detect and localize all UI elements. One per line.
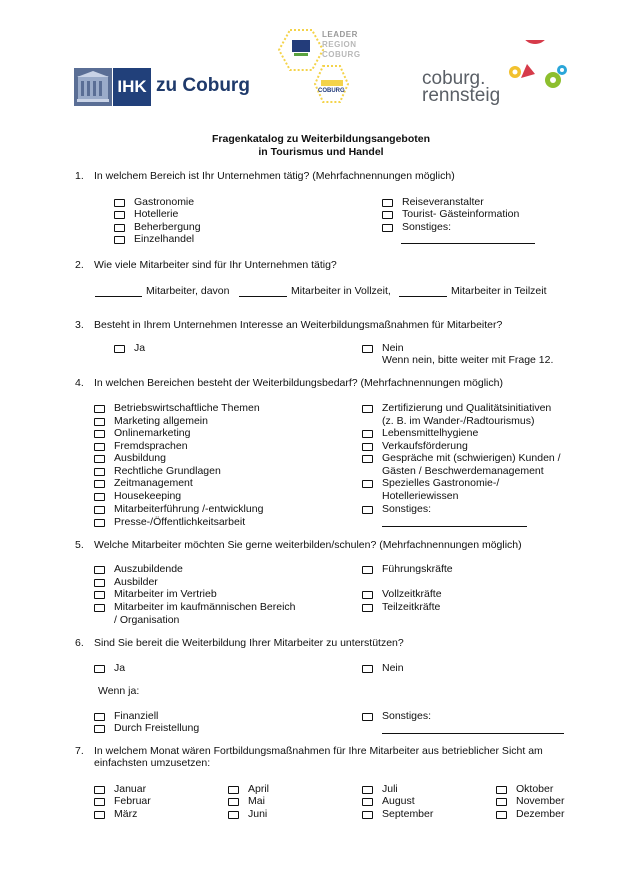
- q2-part1: Mitarbeiter, davon: [146, 285, 230, 297]
- document-title-line2: in Tourismus und Handel: [258, 146, 384, 158]
- checkbox[interactable]: [114, 345, 125, 353]
- checkbox[interactable]: [382, 211, 393, 219]
- checkbox[interactable]: [94, 665, 105, 673]
- option-label: Teilzeitkräfte: [382, 601, 441, 613]
- checkbox[interactable]: [114, 236, 125, 244]
- option-label: Führungskräfte: [382, 563, 453, 575]
- checkbox[interactable]: [114, 224, 125, 232]
- option-label-cont: Gästen / Beschwerdemanagement: [382, 465, 544, 477]
- q7-question-line1: In welchem Monat wären Fortbildungsmaßnahmen für Ihre Mitarbeiter aus betrieblicher Sicht am: [94, 745, 543, 757]
- option-label: Housekeeping: [114, 490, 182, 502]
- checkbox[interactable]: [362, 506, 373, 514]
- option-label: Ja: [114, 662, 126, 674]
- option-label: Nein: [382, 662, 404, 674]
- month-label: Mai: [248, 795, 265, 807]
- option-label: Mitarbeiter im kaufmännischen Bereich: [114, 601, 296, 613]
- q6-sonstiges-line[interactable]: [382, 733, 564, 734]
- q1-number: 1.: [75, 170, 84, 182]
- checkbox[interactable]: [228, 798, 239, 806]
- ihk-building-icon: [74, 68, 112, 106]
- document-title-line1: Fragenkatalog zu Weiterbildungsangeboten: [212, 133, 430, 145]
- coburg-wordmark: coburg.: [422, 68, 486, 89]
- q3-number: 3.: [75, 319, 84, 331]
- checkbox[interactable]: [496, 798, 507, 806]
- option-label-cont: Hotelleriewissen: [382, 490, 459, 502]
- q2-total-field[interactable]: [95, 296, 142, 297]
- q2-number: 2.: [75, 259, 84, 271]
- option-label: Betriebswirtschaftliche Themen: [114, 402, 260, 414]
- option-label: Onlinemarketing: [114, 427, 191, 439]
- option-label: Auszubildende: [114, 563, 183, 575]
- month-label: August: [382, 795, 415, 807]
- option-label: Ja: [134, 342, 146, 354]
- checkbox[interactable]: [94, 493, 105, 501]
- option-label: Vollzeitkräfte: [382, 588, 442, 600]
- q2-question: Wie viele Mitarbeiter sind für Ihr Unternehmen tätig?: [94, 259, 337, 271]
- month-label: November: [516, 795, 565, 807]
- q4-number: 4.: [75, 377, 84, 389]
- checkbox[interactable]: [362, 405, 373, 413]
- q5-question: Welche Mitarbeiter möchten Sie gerne weiterbilden/schulen? (Mehrfachnennungen möglich): [94, 539, 522, 551]
- checkbox[interactable]: [362, 443, 373, 451]
- month-label: Juli: [382, 783, 398, 795]
- checkbox[interactable]: [362, 345, 373, 353]
- q6-wenn-ja: Wenn ja:: [98, 685, 140, 697]
- q6-question: Sind Sie bereit die Weiterbildung Ihrer Mitarbeiter zu unterstützen?: [94, 637, 404, 649]
- checkbox[interactable]: [94, 519, 105, 527]
- option-label: Lebensmittelhygiene: [382, 427, 479, 439]
- leader-region-logo: [276, 28, 376, 110]
- q2-parttime-field[interactable]: [399, 296, 447, 297]
- option-label: Sonstiges:: [382, 503, 432, 515]
- checkbox[interactable]: [94, 713, 105, 721]
- q2-part2: Mitarbeiter in Vollzeit,: [291, 285, 391, 297]
- checkbox[interactable]: [362, 786, 373, 794]
- leader-text-2: REGION: [322, 40, 357, 49]
- q3-question: Besteht in Ihrem Unternehmen Interesse an Weiterbildungsmaßnahmen für Mitarbeiter?: [94, 319, 503, 331]
- option-label: Gespräche mit (schwierigen) Kunden /: [382, 452, 561, 464]
- checkbox[interactable]: [94, 604, 105, 612]
- option-label: Gastronomie: [134, 196, 195, 208]
- option-label: Zeitmanagement: [114, 477, 193, 489]
- option-label-cont: (z. B. im Wander-/Radtourismus): [382, 415, 535, 427]
- option-label: Reiseveranstalter: [402, 196, 484, 208]
- option-label: Durch Freistellung: [114, 722, 200, 734]
- month-label: Dezember: [516, 808, 565, 820]
- option-label: Spezielles Gastronomie-/: [382, 477, 500, 489]
- leader-text-3: COBURG: [322, 50, 361, 59]
- coburg-badge-text: COBURG: [318, 88, 345, 94]
- q4-sonstiges-line[interactable]: [382, 526, 527, 527]
- option-label: Fremdsprachen: [114, 440, 188, 452]
- checkbox[interactable]: [362, 591, 373, 599]
- option-label: Hotellerie: [134, 208, 179, 220]
- checkbox[interactable]: [94, 480, 105, 488]
- checkbox[interactable]: [94, 725, 105, 733]
- q4-question: In welchen Bereichen besteht der Weiterbildungsbedarf? (Mehrfachnennungen möglich): [94, 377, 503, 389]
- checkbox[interactable]: [228, 811, 239, 819]
- ihk-wordmark: zu Coburg: [156, 75, 250, 96]
- option-label: Einzelhandel: [134, 233, 195, 245]
- option-label: Nein: [382, 342, 404, 354]
- ihk-badge: IHK: [113, 68, 151, 106]
- q2-fulltime-field[interactable]: [239, 296, 287, 297]
- q6-number: 6.: [75, 637, 84, 649]
- checkbox[interactable]: [114, 211, 125, 219]
- option-label: Ausbildung: [114, 452, 166, 464]
- checkbox[interactable]: [114, 199, 125, 207]
- option-label: Marketing allgemein: [114, 415, 208, 427]
- q1-question: In welchem Bereich ist Ihr Unternehmen tätig? (Mehrfachnennungen möglich): [94, 170, 455, 182]
- rennsteig-wordmark: rennsteig: [422, 85, 501, 106]
- option-label: Sonstiges:: [402, 221, 452, 233]
- checkbox[interactable]: [362, 713, 373, 721]
- checkbox[interactable]: [496, 786, 507, 794]
- checkbox[interactable]: [94, 786, 105, 794]
- checkbox[interactable]: [94, 418, 105, 426]
- month-label: Oktober: [516, 783, 554, 795]
- checkbox[interactable]: [362, 430, 373, 438]
- checkbox[interactable]: [94, 455, 105, 463]
- month-label: April: [248, 783, 270, 795]
- month-label: Juni: [248, 808, 268, 820]
- checkbox[interactable]: [94, 566, 105, 574]
- checkbox[interactable]: [94, 443, 105, 451]
- option-label: Tourist- Gästeinformation: [402, 208, 520, 220]
- q7-number: 7.: [75, 745, 84, 757]
- option-label: Zertifizierung und Qualitätsinitiativen: [382, 402, 552, 414]
- option-label: Finanziell: [114, 710, 159, 722]
- checkbox[interactable]: [94, 798, 105, 806]
- month-label: Februar: [114, 795, 151, 807]
- option-label: Beherbergung: [134, 221, 201, 233]
- option-label: Verkaufsförderung: [382, 440, 468, 452]
- checkbox[interactable]: [94, 468, 105, 476]
- q1-sonstiges-line[interactable]: [401, 243, 535, 244]
- checkbox[interactable]: [362, 566, 373, 574]
- option-label: Presse-/Öffentlichkeitsarbeit: [114, 516, 246, 528]
- checkbox[interactable]: [382, 199, 393, 207]
- checkbox[interactable]: [94, 579, 105, 587]
- option-label: Mitarbeiterführung /-entwicklung: [114, 503, 264, 515]
- checkbox[interactable]: [228, 786, 239, 794]
- option-label: Mitarbeiter im Vertrieb: [114, 588, 217, 600]
- checkbox[interactable]: [362, 811, 373, 819]
- checkbox[interactable]: [362, 480, 373, 488]
- ihk-logo: [74, 68, 250, 106]
- month-label: September: [382, 808, 434, 820]
- checkbox[interactable]: [362, 798, 373, 806]
- q3-nein-note: Wenn nein, bitte weiter mit Frage 12.: [382, 354, 554, 366]
- checkbox[interactable]: [496, 811, 507, 819]
- checkbox[interactable]: [94, 430, 105, 438]
- checkbox[interactable]: [94, 591, 105, 599]
- checkbox[interactable]: [94, 405, 105, 413]
- checkbox[interactable]: [94, 811, 105, 819]
- checkbox[interactable]: [94, 506, 105, 514]
- option-label: Sonstiges:: [382, 710, 432, 722]
- q7-question-line2: einfachsten umzusetzen:: [94, 757, 211, 769]
- option-label: Rechtliche Grundlagen: [114, 465, 221, 477]
- leader-text-1: LEADER: [322, 30, 358, 39]
- q5-number: 5.: [75, 539, 84, 551]
- coburg-rennsteig-logo: [420, 40, 580, 110]
- option-label: Ausbilder: [114, 576, 158, 588]
- checkbox[interactable]: [382, 224, 393, 232]
- q2-part3: Mitarbeiter in Teilzeit: [451, 285, 547, 297]
- checkbox[interactable]: [362, 604, 373, 612]
- checkbox[interactable]: [362, 665, 373, 673]
- checkbox[interactable]: [362, 455, 373, 463]
- month-label: Januar: [114, 783, 147, 795]
- month-label: März: [114, 808, 138, 820]
- option-label-cont: / Organisation: [114, 614, 180, 626]
